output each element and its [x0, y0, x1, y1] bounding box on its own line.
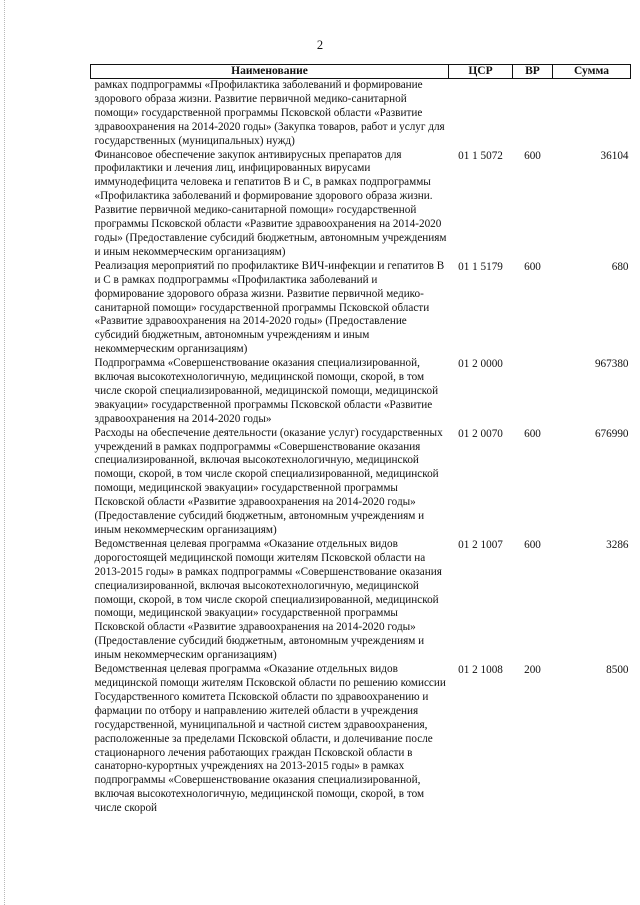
row-name-cell: Расходы на обеспечение деятельности (оказание услуг) государственных учреждений в рамках подпрограммы «Совершенствование оказания специализированной, включая высокотехнологичную, медицинской помощи, скорой, в том числе скорой специализированной, медицинской помощи, медицинской эвакуации» государственной программы Псковской области «Развитие здравоохранения на 2014-2020 годы» (Предоставление субсидий бюджетным, автономным учреждениям и иным некоммерческим организациям)	[94, 426, 443, 536]
row-sum-cell	[553, 79, 631, 149]
row-sum-cell: 8500	[606, 664, 629, 677]
row-vr-cell: 600	[524, 427, 541, 440]
row-name-cell: Реализация мероприятий по профилактике ВИЧ-инфекции и гепатитов В и С в рамках подпрограммы «Профилактика заболеваний и формирование здорового образа жизни. Развитие первичной медико-санитарной помощи» государственной программы Псковской области «Развитие здравоохранения на 2014-2020 годы» (Предоставление субсидий бюджетным, автономным учреждениям и иным некоммерческим организациям)	[94, 259, 445, 356]
row-vr-cell: 600	[524, 149, 541, 162]
row-csr-cell: 01 2 0000	[458, 358, 503, 371]
row-vr-cell: 600	[524, 260, 541, 273]
column-header-name: Наименование	[91, 65, 449, 79]
row-sum-cell: 680	[611, 260, 629, 273]
table-row	[91, 149, 631, 260]
column-header-vr: ВР	[513, 65, 553, 79]
page-number: 2	[316, 38, 324, 52]
table-header-row	[91, 65, 631, 79]
row-vr-cell: 200	[524, 664, 541, 677]
budget-table-wrapper	[90, 64, 630, 816]
table-row	[91, 79, 631, 149]
budget-table	[90, 64, 631, 816]
row-name-cell: рамках подпрограммы «Профилактика заболеваний и формирование здорового образа жизни. Развитие первичной медико-санитарной помощи» государственной программы Псковской области «Развитие здравоохранения на 2014-2020 годы» (Закупка товаров, работ и услуг для государственных (муниципальных) нужд)	[94, 79, 445, 147]
row-vr-cell	[513, 357, 553, 427]
table-row	[91, 427, 631, 538]
row-csr-cell: 01 2 1008	[458, 664, 503, 677]
row-csr-cell: 01 2 0070	[458, 427, 503, 440]
table-row	[91, 538, 631, 663]
table-row	[91, 260, 631, 357]
row-name-cell: Финансовое обеспечение закупок антивирусных препаратов для профилактики и лечения лиц, инфицированных вирусами иммунодефицита человека и гепатитов В и С, в рамках подпрограммы «Профилактика заболеваний и формирование здорового образа жизни. Развитие первичной медико-санитарной помощи» государственной программы Псковской области «Развитие здравоохранения на 2014-2020 годы» (Предоставление субсидий бюджетным, автономным учреждениям и иным некоммерческим организациям)	[94, 148, 447, 258]
row-name-cell: Ведомственная целевая программа «Оказание отдельных видов медицинской помощи жителям Псковской области по решению комиссии Государственного комитета Псковской области по здравоохранению и фармации по отбору и направлению жителей области в учреждения государственной, муниципальной и частной систем здравоохранения, расположенные за пределами Псковской области, и долечивание после стационарного лечения работающих граждан Псковской области в санаторно-курортных учреждениях на 2013-2015 годы» в рамках подпрограммы «Совершенствование оказания специализированной, включая высокотехнологичную, медицинской помощи, скорой, в том числе скорой	[94, 663, 446, 815]
row-sum-cell: 3286	[606, 538, 629, 551]
row-name-cell: Ведомственная целевая программа «Оказание отдельных видов дорогостоящей медицинской помощи жителям Псковской области на 2013-2015 годы» в рамках подпрограммы «Совершенствование оказания специализированной, включая высокотехнологичную, медицинской помощи, скорой, в том числе скорой специализированной, медицинской помощи, медицинской эвакуации» государственной программы Псковской области «Развитие здравоохранения на 2014-2020 годы» (Предоставление субсидий бюджетным, автономным учреждениям и иным некоммерческим организациям)	[94, 537, 442, 662]
row-vr-cell	[513, 79, 553, 149]
row-csr-cell: 01 1 5072	[458, 149, 503, 162]
row-vr-cell: 600	[524, 538, 541, 551]
table-row	[91, 663, 631, 816]
column-header-sum: Сумма	[553, 65, 631, 79]
row-sum-cell: 967380	[594, 358, 629, 371]
row-sum-cell: 36104	[600, 149, 629, 162]
table-row	[91, 357, 631, 427]
column-header-csr: ЦСР	[449, 65, 513, 79]
row-sum-cell: 676990	[594, 427, 629, 440]
row-csr-cell	[449, 79, 513, 149]
scan-margin-dots	[4, 0, 5, 905]
row-csr-cell: 01 2 1007	[458, 538, 503, 551]
row-name-cell: Подпрограмма «Совершенствование оказания специализированной, включая высокотехнологичную, медицинской помощи, скорой, в том числе скорой специализированной, медицинской помощи, медицинской эвакуации» государственной программы Псковской области «Развитие здравоохранения на 2014-2020 годы»	[94, 357, 439, 425]
row-csr-cell: 01 1 5179	[458, 260, 503, 273]
